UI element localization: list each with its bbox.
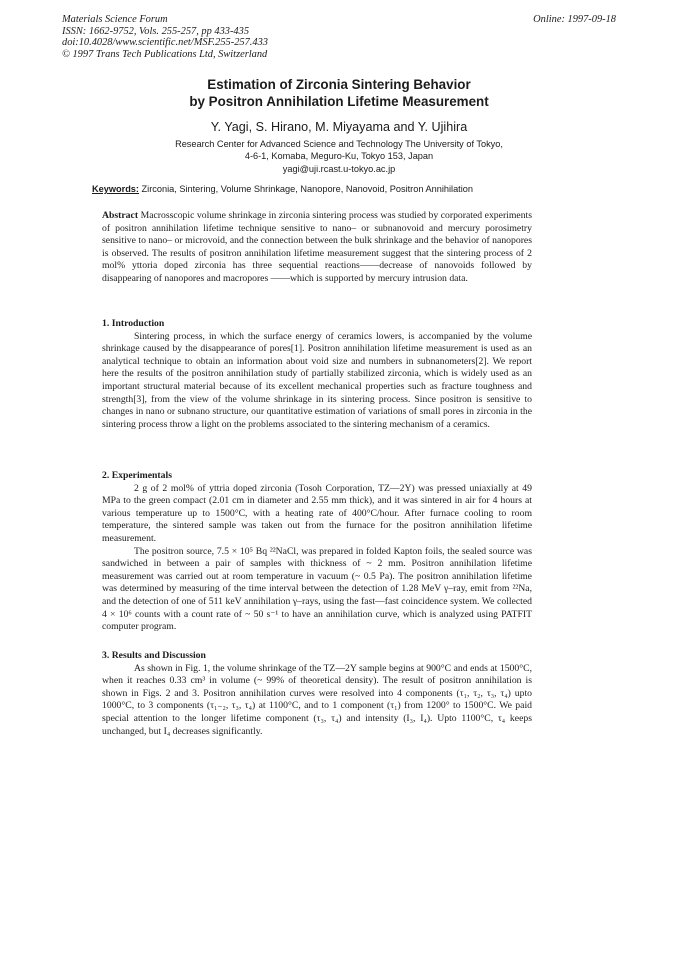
paragraph: 2 g of 2 mol% of yttria doped zirconia (Tosoh Corporation, TZ—2Y) was pressed uniaxially at 49 MPa to the green compact (2.01 cm in diameter and 2.55 mm thick), and it was sintered in air for 4 hours at various temperature up to 1500°C, with a heating rate of 400°C/hour. After furnace cooling to room temperature, the sintered sample was taken out from the furnace for the positron annihilation lifetime measurement. bbox=[102, 482, 532, 544]
results-section bbox=[102, 650, 532, 738]
paragraph: As shown in Fig. 1, the volume shrinkage of the TZ—2Y sample begins at 900°C and ends at 1500°C, when it reaches 0.33 cm³ in volume (~ 99% of theoretical density). The result of positron annihilation is shown in Figs. 2 and 3. Positron annihilation curves were resolved into 4 components (τ₁, τ₂, τ₃, τ₄) upto 1000°C, to 3 components (τ₁₋₂, τ₃, τ₄) at 1100°C, and to 1 component (τ₁) from 1200° to 1500°C. We paid special attention to the longer lifetime component (τ₃, τ₄) and intensity (I₃, I₄). Upto 1100°C, τ₄ keeps unchanged, but I₄ decreases significantly. bbox=[102, 662, 532, 737]
paragraph: The positron source, 7.5 × 10⁵ Bq ²²NaCl, was prepared in folded Kapton foils, the sealed source was sandwiched in between a pair of samples with thickness of ~ 2 mm. Positron annihilation lifetime measurement was carried out at room temperature in vacuum (~ 0.5 Pa). The positron annihilation lifetime was determined by measuring of the time interval between the detection of 1.28 MeV γ–ray, emit from ²²Na, and the detection of one of 511 keV annihilation γ–rays, using the fast—fast coincidence system. We collected 4 × 10⁶ counts with a count rate of ~ 50 s⁻¹ to have an annihilation curve, which is analyzed using PATFIT computer program. bbox=[102, 545, 532, 633]
experimentals-section bbox=[102, 470, 532, 634]
section-heading: 2. Experimentals bbox=[102, 470, 172, 481]
keywords-list: Zirconia, Sintering, Volume Shrinkage, Nanopore, Nanovoid, Positron Annihilation bbox=[141, 184, 473, 194]
online-date: Online: 1997-09-18 bbox=[533, 14, 616, 25]
abstract-label: Abstract bbox=[102, 210, 139, 221]
abstract-text: Macrosscopic volume shrinkage in zirconia sintering process was studied by corporated experiments of positron annihilation lifetime technique sensitive to nano– or subnanovoid and mercury porosimetry sensitive to nano– or microvoid, and the connection between the bulk shrinkage and the behavior of nanopores is observed. The results of positron annihilation lifetime measurement suggest that the sintering process of 2 mol% yttoria doped zirconia has three sequential reactions——decrease of nanovoids followed by disappearing of nanopores and macropores ——which is supported by mercury intrusion data. bbox=[102, 210, 533, 284]
section-heading: 3. Results and Discussion bbox=[102, 650, 206, 661]
issn-line: ISSN: 1662-9752, Vols. 255-257, pp 433-435 bbox=[62, 25, 250, 37]
paragraph: Sintering process, in which the surface energy of ceramics lowers, is accompanied by the volume shrinkage caused by the disappearance of pores[1]. Positron annihilation lifetime measurement is used as an analytical technique to obtain an information about void size and numbers in subnanometers[2]. We report here the results of the positron annihilation study of partially stabilized zirconia, which is widely used as an important structural material because of its excellent mechanical properties such as fracture toughness and strength[3], from the view of the volume shrinkage in its sintering process. Since positron is sensitive to changes in nano or subnano structure, our quantitative estimation of variations of small pores in zirconia in the sintering process throw a light on the problems associated to the sintering mechanism of a ceramics. bbox=[102, 330, 532, 430]
affiliation-line-1: Research Center for Advanced Science and Technology The University of Tokyo, bbox=[175, 139, 503, 149]
abstract-section bbox=[102, 210, 532, 286]
title-line-2: by Positron Annihilation Lifetime Measurement bbox=[189, 93, 489, 109]
copyright-line: © 1997 Trans Tech Publications Ltd, Switzerland bbox=[62, 48, 268, 60]
doi-line: doi:10.4028/www.scientific.net/MSF.255-257.433 bbox=[62, 37, 268, 49]
keywords-line bbox=[92, 184, 592, 194]
journal-name: Materials Science Forum bbox=[62, 14, 168, 25]
paper-title bbox=[0, 77, 678, 110]
citation-block bbox=[62, 14, 362, 60]
author-email: yagi@uji.rcast.u-tokyo.ac.jp bbox=[282, 163, 396, 174]
title-line-1: Estimation of Zirconia Sintering Behavior bbox=[207, 77, 471, 92]
affiliation-block bbox=[0, 138, 678, 175]
keywords-label: Keywords: bbox=[92, 184, 139, 194]
author-list: Y. Yagi, S. Hirano, M. Miyayama and Y. Ujihira bbox=[210, 120, 468, 134]
affiliation-line-2: 4-6-1, Komaba, Meguro-Ku, Tokyo 153, Japan bbox=[244, 151, 434, 162]
section-heading: 1. Introduction bbox=[102, 318, 165, 329]
introduction-section bbox=[102, 318, 532, 431]
